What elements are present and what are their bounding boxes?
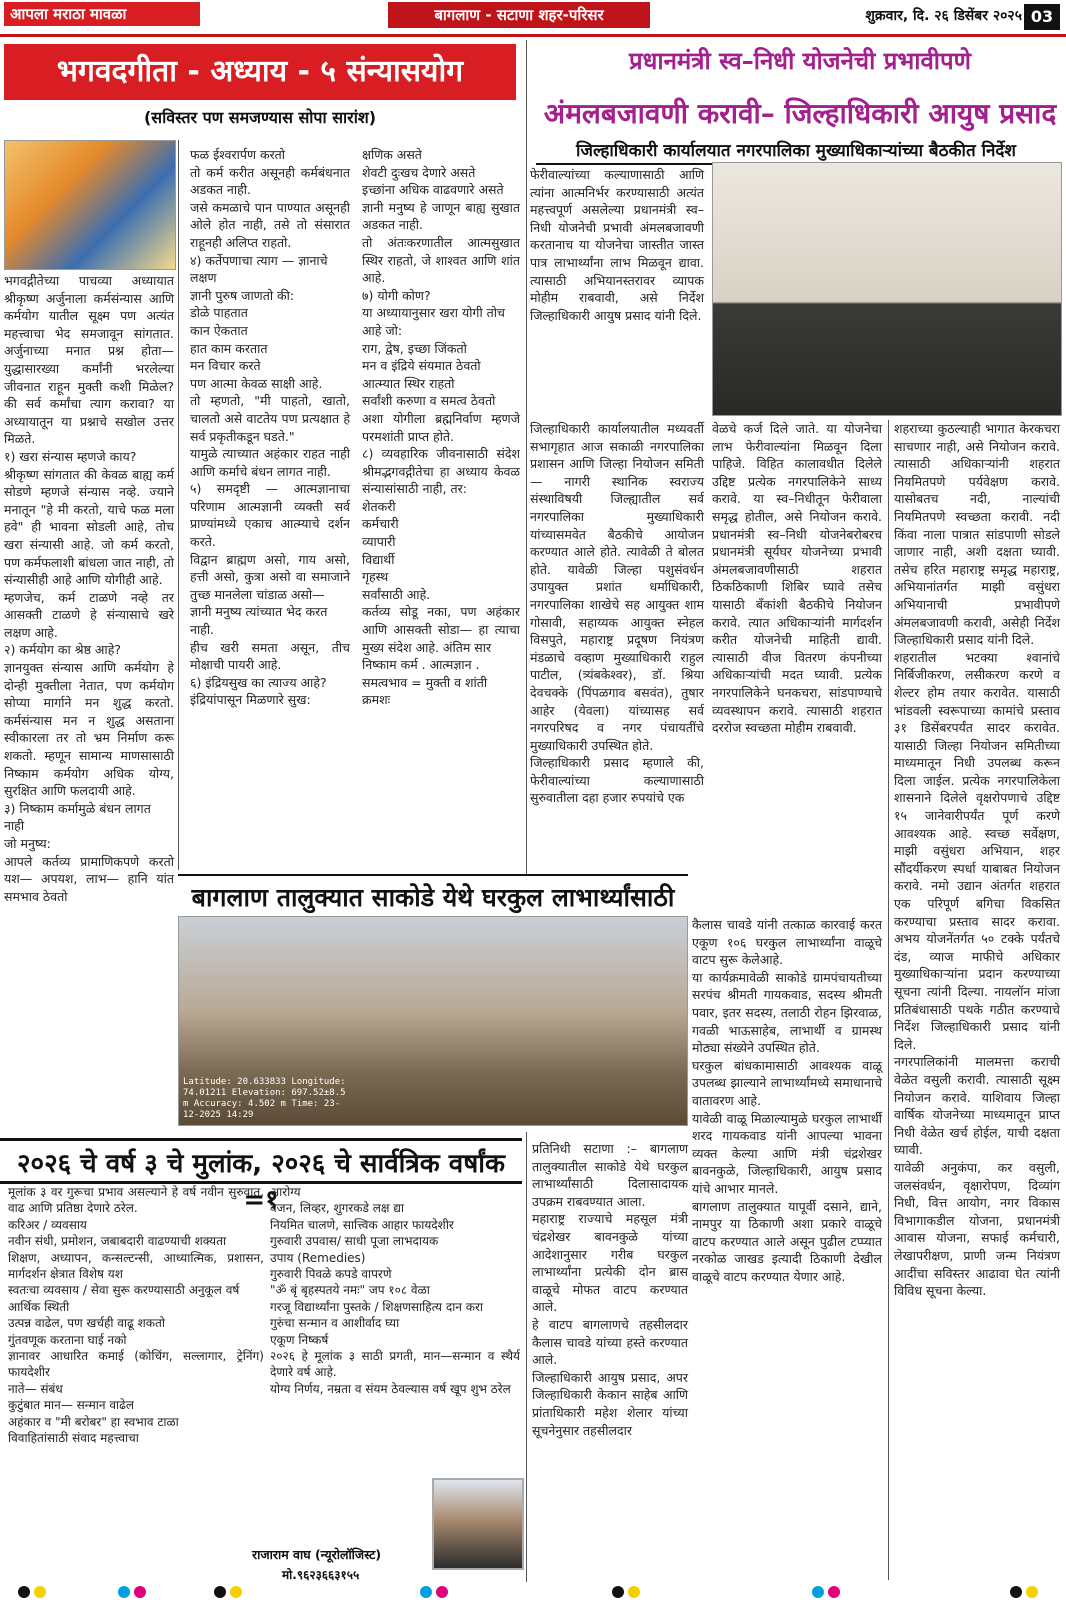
krishna-arjuna-image: [4, 140, 176, 270]
svanidhi-column-1b: जिल्हाधिकारी कार्यालयातील मध्यवर्ती सभागृहात आज सकाळी नगरपालिका प्रशासन आणि जिल्हा नियोजन समिती— नागरी स्थानिक स्वराज्य संस्थाविषयी जिल्ह्यातील सर्व नगरपालिका मुख्याधिकारी यांच्यासमवेत बैठकीचे आयोजन करण्यात आले होते. त्यावेळी ते बोलत होते. यावेळी जिल्हा पशुसंवर्धन उपायुक्त प्रशांत धर्माधिकारी, नगरपालिका शाखेचे सह आयुक्त शाम गोसावी, सहाय्यक आयुक्त स्नेहल विसपुते, महाराष्ट्र प्रदूषण नियंत्रण मंडळाचे वव्हाण मुख्याधिकारी राहुल पाटील, (त्र्यंबकेश्वर), डॉ. श्रिया देवचक्के (पिंपळगाव बसवंत), तुषार आहेर (येवला) यांच्यासह सर्व नगरपरिषद व नगर पंचायतींचे मुख्याधिकारी उपस्थित होते. जिल्हाधिकारी प्रसाद म्हणाले की, फेरीवाल्यांच्या कल्याणासाठी सुरुवातीला दहा हजार रुपयांचे एक: [530, 421, 704, 806]
registration-dot: [18, 1586, 30, 1598]
brand-name: आपला मराठा मावळा: [4, 2, 200, 26]
astro-headline: २०२६ चे वर्ष ३ चे मुलांक, २०२६ चे सार्वत्रिक वर्षांक =१: [17, 1149, 505, 1215]
column-divider: [526, 40, 527, 874]
column-divider: [178, 140, 179, 870]
page-number: 03: [1024, 4, 1060, 30]
sand-distribution-photo: [178, 916, 688, 1126]
section-tag: बागलाण - सटाणा शहर-परिसर: [388, 2, 650, 28]
registration-dot: [612, 1586, 624, 1598]
column-divider: [526, 1132, 527, 1582]
astro-column-2: आरोग्य वजन, लिव्हर, शुगरकडे लक्ष द्या नियमित चालणे, सात्त्विक आहार फायदेशीर गुरुवारी उपवास/ साधी पूजा लाभदायक उपाय (Remedies) गुरुवारी पिवळे कपडे वापरणे "ॐ बृं बृहस्पतये नमः" जप १०८ वेळा गरजू विद्यार्थ्यांना पुस्तके / शिक्षणसाहित्य दान करा गुरुंचा सन्मान व आशीर्वाद घ्या एकूण निष्कर्ष २०२६ हे मूलांक ३ साठी प्रगती, मान—सन्मान व स्थैर्य देणारे वर्ष आहे. योग्य निर्णय, नम्रता व संयम ठेवल्यास वर्ष खूप शुभ ठरेल: [270, 1185, 520, 1396]
sakode-column-right: कैलास चावडे यांनी तत्काळ कारवाई करत एकूण १०६ घरकुल लाभार्थ्यांना वाळूचे वाटप सुरू केलेआहे. या कार्यक्रमावेळी साकोडे ग्रामपंचायतीच्या सरपंच श्रीमती गायकवाड, सदस्य श्रीमती पवार, इतर सदस्य, तलाठी रोहन झिरवाळ, गवळी भाऊसाहेब, लाभार्थी व ग्रामस्थ मोठ्या संख्येने उपस्थित होते. घरकुल बांधकामासाठी आवश्यक वाळू उपलब्ध झाल्याने लाभार्थ्यांमध्ये समाधानाचे वातावरण आहे. यावेळी वाळू मिळाल्यामुळे घरकुल लाभार्थी शरद गायकवाड यांनी आपल्या भावना व्यक्त केल्या आणि मंत्री चंद्रशेखर बावनकुळे, जिल्हाधिकारी, आयुष प्रसाद यांचे आभार मानले. बागलाण तालुक्यात यापूर्वी दसाने, द्याने, नामपुर या ठिकाणी अशा प्रकारे वाळूचे वाटप करण्यात आले असून पुढील टप्प्यात नरकोळ जाखड इत्यादी ठिकाणी देखील वाळूचे वाटप करण्यात येणार आहे.: [692, 917, 882, 1284]
sakode-column-mid: प्रतिनिधी सटाणा :– बागलाण तालुक्यातील साकोडे येथे घरकुल लाभार्थ्यांसाठी दिलासादायक उपक्रम राबवण्यात आला. महाराष्ट्र राज्याचे महसूल मंत्री चंद्रशेखर बावनकुळे यांच्या आदेशानुसार गरीब घरकुल लाभार्थ्यांना प्रत्येकी दोन ब्रास वाळूचे मोफत वाटप करण्यात आले. हे वाटप बागलाणचे तहसीलदार कैलास चावडे यांच्या हस्ते करण्यात आले. जिल्हाधिकारी आयुष प्रसाद, अपर जिल्हाधिकारी केकान साहेब आणि प्रांताधिकारी महेश शेलार यांच्या सूचनेनुसार तहसीलदार: [532, 1141, 688, 1438]
gita-column-2: फळ ईश्वरार्पण करतो तो कर्म करीत असूनही कर्मबंधनात अडकत नाही. जसे कमळाचे पान पाण्यात असूनही ओले होत नाही, तसे तो संसारात राहूनही अलिप्त राहतो. ४) कर्तेपणाचा त्याग — ज्ञानाचे लक्षण ज्ञानी पुरुष जाणतो की: डोळे पाहतात कान ऐकतात हात काम करतात मन विचार करते पण आत्मा केवळ साक्षी आहे. तो म्हणतो, "मी पाहतो, खातो, चालतो असे वाटतेय पण प्रत्यक्षात हे सर्व प्रकृतीकडून घडते." यामुळे त्याच्यात अहंकार राहत नाही आणि कर्माचे बंधन लागत नाही. ५) समदृष्टी — आत्मज्ञानाचा परिणाम आत्मज्ञानी व्यक्ती सर्व प्राण्यांमध्ये एकाच आत्म्याचे दर्शन करते. विद्वान ब्राह्मण असो, गाय असो, हत्ती असो, कुत्रा असो वा समाजाने तुच्छ मानलेला चांडाळ असो— ज्ञानी मनुष्य त्यांच्यात भेद करत नाही. हीच खरी समता असून, तीच मोक्षाची पायरी आहे. ६) इंद्रियसुख का त्याज्य आहे? इंद्रियांपासून मिळणारे सुख:: [190, 147, 350, 708]
column-divider: [888, 420, 889, 1580]
author-name: राजाराम वाघ (न्यूरोलॉजिस्ट): [252, 1547, 382, 1562]
svanidhi-headline-1: प्रधानमंत्री स्व–निधी योजनेची प्रभावीपणे: [628, 47, 972, 75]
gita-column-1: भगवद्गीतेच्या पाचव्या अध्यायात श्रीकृष्ण अर्जुनाला कर्मसंन्यास आणि कर्मयोग यातील सूक्ष्म पण अत्यंत महत्त्वाचा भेद समजावून सांगतात. अर्जुनाच्या मनात प्रश्न होता— युद्धासारख्या कर्मांनी भरलेल्या जीवनात राहून मुक्ती कशी मिळेल? की सर्व कर्मांचा त्याग करावा? या अध्यायातून या प्रश्नाचे सखोल उत्तर मिळते. १) खरा संन्यास म्हणजे काय? श्रीकृष्ण सांगतात की केवळ बाह्य कर्म सोडणे म्हणजे संन्यास नव्हे. ज्याने मनातून "हे मी करतो, याचे फळ मला हवे" ही भावना सोडली आहे, तोच खरा संन्यासी आहे. जो कर्म करतो, पण कर्मफलाशी बांधला जात नाही, तो संन्यासीही आहे आणि योगीही आहे. म्हणजेच, कर्म टाळणे नव्हे तर आसक्ती टाळणे हे संन्यासाचे खरे लक्षण आहे. २) कर्मयोग का श्रेष्ठ आहे? ज्ञानयुक्त संन्यास आणि कर्मयोग हे दोन्ही मुक्तीला नेतात, पण कर्मयोग सोप्या मार्गाने मन शुद्ध करतो. कर्मसंन्यास मन न शुद्ध असताना स्वीकारला तर तो भ्रम निर्माण करू शकतो. म्हणून सामान्य माणसासाठी निष्काम कर्मयोग अधिक योग्य, सुरक्षित आणि फलदायी आहे. ३) निष्काम कर्मामुळे बंधन लागत नाही जो मनुष्य: आपले कर्तव्य प्रामाणिकपणे करतो यश— अपयश, लाभ— हानि यांत समभाव ठेवतो: [4, 273, 174, 904]
author-phone: मो.९६२३६६३१५५: [282, 1568, 360, 1582]
registration-dot: [1026, 1586, 1038, 1598]
astro-column-1: मूलांक ३ वर गुरूचा प्रभाव असल्याने हे वर्ष नवीन सुरुवात, वाढ आणि प्रतिष्ठा देणारे ठरेल. करिअर / व्यवसाय नवीन संधी, प्रमोशन, जबाबदारी वाढण्याची शक्यता शिक्षण, अध्यापन, कन्सल्टन्सी, आध्यात्मिक, प्रशासन, मार्गदर्शन क्षेत्रात विशेष यश स्वतःचा व्यवसाय / सेवा सुरू करण्यासाठी अनुकूल वर्ष आर्थिक स्थिती उत्पन्न वाढेल, पण खर्चही वाढू शकतो गुंतवणूक करताना घाई नको ज्ञानावर आधारित कमाई (कोचिंग, सल्लागार, ट्रेनिंग) फायदेशीर नाते— संबंध कुटुंबात मान— सन्मान वाढेल अहंकार व "मी बरोबर" हा स्वभाव टाळा विवाहितांसाठी संवाद महत्त्वाचा: [8, 1185, 264, 1446]
svanidhi-headline-2: अंमलबजावणी करावी– जिल्हाधिकारी आयुष प्रसाद: [543, 97, 1057, 130]
registration-dot: [134, 1586, 146, 1598]
photo-geotag: Latitude: 20.633833 Longitude: 74.01211 Elevation: 697.52±8.5 m Accuracy: 4.502 m Time: 23-12-2025 14:29: [183, 1077, 346, 1120]
svanidhi-column-3: शहराच्या कुठल्याही भागात केरकचरा साचणार नाही, असे नियोजन करावे. त्यासाठी अधिकाऱ्यांनी शहरात नियमितपणे पर्यवेक्षण करावे. यासोबतच नदी, नाल्यांची नियमितपणे स्वच्छता करावी. नदी किंवा नाला पात्रात सांडपाणी सोडले जाणार नाही, अशी दक्षता घ्यावी. तसेच हरित महाराष्ट्र समृद्ध महाराष्ट्र, अभियानांतर्गत माझी वसुंधरा अभियानाची प्रभावीपणे अंमलबजावणी करावी, असेही निर्देश जिल्हाधिकारी प्रसाद यांनी दिले. शहरातील भटक्या श्वानांचे निर्बिजीकरण, लसीकरण करणे व शेल्टर होम तयार करावेत. यासाठी भांडवली स्वरूपाच्या कामांचे प्रस्ताव ३१ डिसेंबरपर्यंत सादर करावेत. यासाठी जिल्हा नियोजन समितीच्या माध्यमातून निधी उपलब्ध करून दिला जाईल. प्रत्येक नगरपालिकेला शासनाने दिलेले वृक्षरोपणाचे उद्दिष्ट १५ जानेवारीपर्यंत पूर्ण करणे आवश्यक आहे. स्वच्छ सर्वेक्षण, माझी वसुंधरा अभियान, शहर सौंदर्यीकरण स्पर्धा याबाबत नियोजन करावे. नमो उद्यान अंतर्गत शहरात एक परिपूर्ण बगिचा विकसित करण्याचा प्रस्ताव सादर करावा. अभय योजनेंतर्गत ५० टक्के पर्यंतचे दंड, व्याज माफीचे अधिकार मुख्याधिकाऱ्यांना प्रदान करण्याच्या सूचना त्यांनी दिल्या. नायलॉन मांजा प्रतिबंधासाठी पथके गठीत करण्याचे निर्देश जिल्हाधिकारी प्रसाद यांनी दिले. नगरपालिकांनी मालमत्ता कराची वेळेत वसुली करावी. त्यासाठी सूक्ष्म नियोजन करावे. याशिवाय जिल्हा वार्षिक योजनेच्या माध्यमातून प्राप्त निधी वेळेत खर्च होईल, याची दक्षता घ्यावी. यावेळी अनुकंपा, कर वसुली, जलसंवर्धन, वृक्षारोपण, दिव्यांग निधी, वित्त आयोग, नगर विकास विभागाकडील योजना, प्रधानमंत्री आवास योजना, सफाई कर्मचारी, लेखापरीक्षण, प्राणी जन्म नियंत्रण आदींचा सविस्तर आढावा घेत त्यांनी विविध सूचना केल्या.: [894, 421, 1060, 1299]
registration-dot: [1010, 1586, 1022, 1598]
svanidhi-subheadline: जिल्हाधिकारी कार्यालयात नगरपालिका मुख्याधिकाऱ्यांच्या बैठकीत निर्देश: [536, 138, 1056, 165]
registration-dot: [118, 1586, 130, 1598]
registration-dot: [828, 1586, 840, 1598]
sakode-headline: बागलाण तालुक्यात साकोडे येथे घरकुल लाभार्थ्यांसाठी: [191, 883, 675, 912]
registration-dot: [230, 1586, 242, 1598]
collector-photo: [712, 162, 1062, 416]
gita-subtitle: (सविस्तर पण समजण्यास सोपा सारांश): [143, 108, 377, 127]
print-registration-marks: [0, 1586, 1066, 1600]
svanidhi-column-1: फेरीवाल्यांच्या कल्याणासाठी आणि त्यांना आत्मनिर्भर करण्यासाठी अत्यंत महत्त्वपूर्ण असलेल्या प्रधानमंत्री स्व–निधी योजनेची प्रभावी अंमलबजावणी करतानाच या योजनेचा जास्तीत जास्त पात्र लाभार्थ्यांना लाभ मिळवून द्यावा. त्यासाठी अभियानस्तरावर व्यापक मोहीम राबवावी, असे निर्देश जिल्हाधिकारी आयुष प्रसाद यांनी दिले.: [530, 167, 704, 323]
registration-dot: [420, 1586, 432, 1598]
svanidhi-column-2: वेळचे कर्ज दिले जाते. या योजनेचा लाभ फेरीवाल्यांना मिळवून दिला पाहिजे. विहित कालावधीत दिलेले उद्दिष्ट प्रत्येक नगरपालिकेने साध्य करावे. या स्व–निधीतून फेरीवाला समृद्ध होतील, असे नियोजन करावे. प्रधानमंत्री स्व–निधी योजनेबरोबरच प्रधानमंत्री सूर्यघर योजनेच्या प्रभावी अंमलबजावणीसाठी शहरात ठिकठिकाणी शिबिर घ्यावे तसेच यासाठी बँकांशी बैठकीचे नियोजन करावे. त्यात अधिकाऱ्यांनी मार्गदर्शन करीत योजनेची माहिती द्यावी. त्यासाठी वीज वितरण कंपनीच्या अधिकाऱ्यांची मदत घ्यावी. प्रत्येक नगरपालिकेने घनकचरा, सांडपाण्याचे व्यवस्थापन करावे. त्यासाठी शहरात दररोज स्वच्छता मोहीम राबवावी.: [712, 421, 882, 736]
registration-dot: [812, 1586, 824, 1598]
dateline: शुक्रवार, दि. २६ डिसेंबर २०२५: [865, 8, 1022, 24]
registration-dot: [436, 1586, 448, 1598]
gita-column-3: क्षणिक असते शेवटी दुःखच देणारे असते इच्छांना अधिक वाढवणारे असते ज्ञानी मनुष्य हे जाणून बाह्य सुखात अडकत नाही. तो अंतःकरणातील आत्मसुखात स्थिर राहतो, जे शाश्वत आणि शांत आहे. ७) योगी कोण? या अध्यायानुसार खरा योगी तोच आहे जो: राग, द्वेष, इच्छा जिंकतो मन व इंद्रिये संयमात ठेवतो आत्म्यात स्थिर राहतो सर्वांशी करुणा व समत्व ठेवतो अशा योगीला ब्रह्मनिर्वाण म्हणजे परमशांती प्राप्त होते. ८) व्यवहारिक जीवनासाठी संदेश श्रीमद्भगवद्गीतेचा हा अध्याय केवळ संन्यासांसाठी नाही, तर: शेतकरी कर्मचारी व्यापारी विद्यार्थी गृहस्थ सर्वांसाठी आहे. कर्तव्य सोडू नका, पण अहंकार आणि आसक्ती सोडा— हा त्याचा मुख्य संदेश आहे. अंतिम सार निष्काम कर्म . आत्मज्ञान . समत्वभाव = मुक्ती व शांती क्रमशः: [362, 147, 520, 708]
author-photo: [432, 1478, 524, 1570]
registration-dot: [34, 1586, 46, 1598]
registration-dot: [628, 1586, 640, 1598]
gita-headline: भगवदगीता - अध्याय - ५ संन्यासयोग: [4, 44, 516, 100]
registration-dot: [214, 1586, 226, 1598]
